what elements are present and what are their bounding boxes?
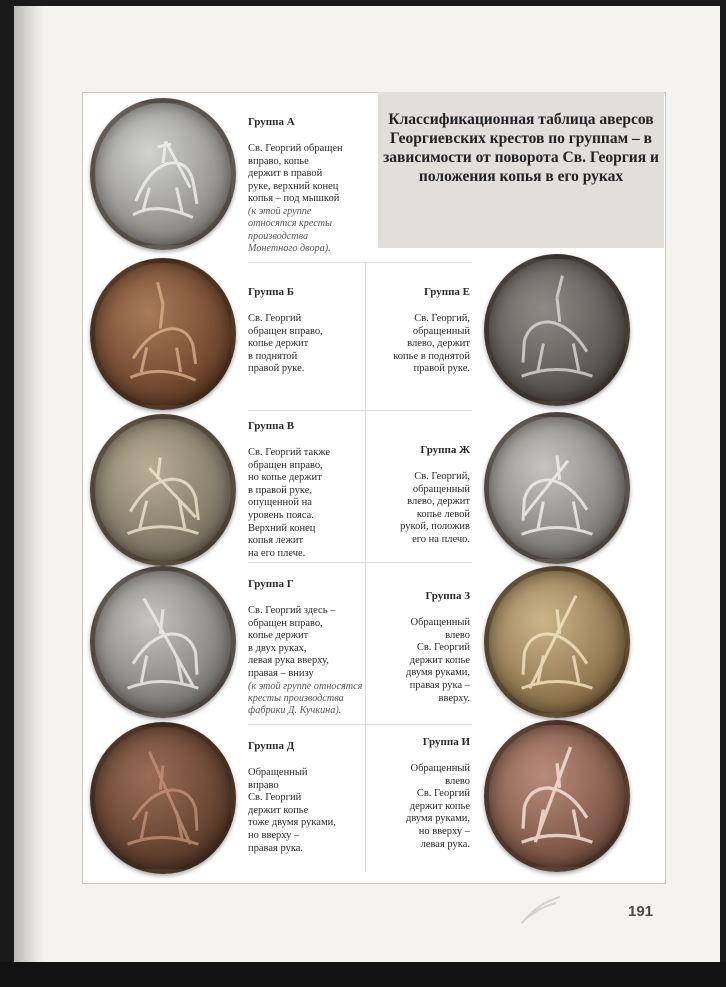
- page-number: 191: [628, 903, 654, 920]
- coin-group-d-image: [90, 722, 236, 874]
- coin-group-b-image: [90, 258, 236, 410]
- group-e-text: Св. Георгий, обращенный влево, держит копье в поднятой правой руке.: [393, 313, 470, 375]
- coin-group-v-image: [90, 414, 236, 566]
- group-zh-description: [368, 444, 470, 547]
- row-divider: [248, 410, 472, 411]
- book-spine-shadow: [14, 6, 44, 962]
- faint-stamp-mark: [518, 893, 564, 927]
- group-d-description: [248, 740, 366, 855]
- coin-group-e-image: [484, 254, 630, 406]
- coin-group-g-image: [90, 566, 236, 718]
- group-v-text: Св. Георгий также обращен вправо, но копье держит в правой руке, опущенной на уровень пояса. Верхний конец копья лежит на его плече.: [248, 447, 331, 559]
- group-g-title: Группа Г: [248, 578, 294, 590]
- coin-group-z-image: [484, 566, 630, 718]
- group-b-title: Группа Б: [248, 286, 294, 298]
- group-g-note: (к этой группе относятся кресты производства фабрики Д. Кучкина).: [248, 680, 363, 717]
- group-z-description: [368, 590, 470, 705]
- group-e-description: [368, 286, 470, 376]
- row-divider: [366, 262, 472, 263]
- group-g-text: Св. Георгий здесь – обращен вправо, копье держит в двух руках, левая рука вверху, правая – внизу: [248, 605, 336, 679]
- group-a-title: Группа А: [248, 116, 295, 128]
- group-v-description: [248, 420, 366, 560]
- group-d-text: Обращенный вправо Св. Георгий держит копье тоже двумя руками, но вверху – правая рука.: [248, 767, 336, 854]
- group-z-text: Обращенный влево Св. Георгий держит копье двумя руками, правая рука – вверху.: [405, 617, 470, 704]
- group-d-title: Группа Д: [248, 740, 295, 752]
- group-a-text: Св. Георгий обращен вправо, копье держит в правой руке, верхний конец копья – под мышкой: [248, 143, 343, 205]
- coin-group-i-image: [484, 720, 630, 872]
- table-title: Классификационная таблица аверсов Георгиевских крестов по группам – в зависимости от поворота Св. Георгия и положения копья в его руках: [383, 111, 659, 185]
- group-a-note: (к этой группе относятся кресты производства Монетного двора).: [248, 205, 333, 255]
- coin-group-a-image: [90, 98, 236, 250]
- group-v-title: Группа В: [248, 420, 295, 432]
- group-z-title: Группа З: [425, 590, 470, 602]
- group-zh-text: Св. Георгий, обращенный влево, держит копье левой рукой, положив его на плечо.: [400, 471, 470, 545]
- group-i-text: Обращенный влево Св. Георгий держит копье двумя руками, но вверху – левая рука.: [405, 763, 470, 850]
- group-b-text: Св. Георгий обращен вправо, копье держит в поднятой правой руке.: [248, 313, 323, 375]
- coin-group-zh-image: [484, 412, 630, 564]
- row-divider: [248, 262, 366, 263]
- group-e-title: Группа Е: [423, 286, 470, 298]
- row-divider: [248, 562, 472, 563]
- group-a-description: [248, 116, 366, 256]
- group-g-description: [248, 578, 366, 718]
- group-i-description: [368, 736, 470, 851]
- group-b-description: [248, 286, 366, 376]
- group-i-title: Группа И: [422, 736, 470, 748]
- row-divider: [248, 724, 472, 725]
- group-zh-title: Группа Ж: [420, 444, 470, 456]
- scan-bottom-edge: [0, 962, 726, 987]
